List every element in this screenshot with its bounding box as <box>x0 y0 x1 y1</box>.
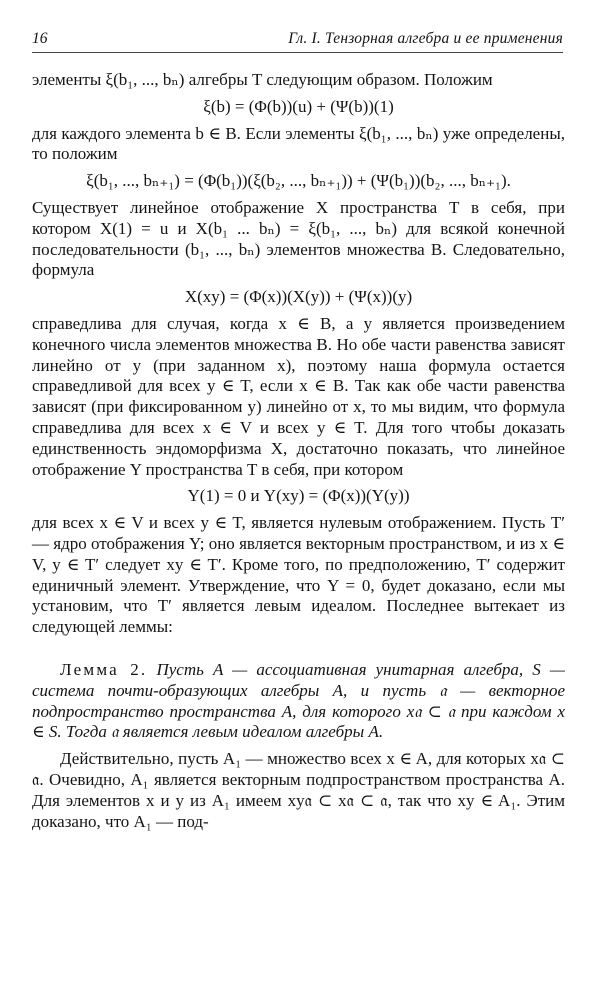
paragraph: элементы ξ(b₁, ..., bₙ) алгебры T следующим образом. Положим <box>32 70 493 89</box>
proof-paragraph: Действительно, пусть A₁ — множество всех x ∈ A, для которых x𝔞 ⊂ 𝔞. Очевидно, A₁ является векторным подпространством пространства A. Для элементов x и y из A₁ имеем xy𝔞 ⊂ x𝔞 ⊂ 𝔞, так что xy ∈ A₁. Этим доказано, что A₁ — под- <box>32 749 565 831</box>
formula: Y(1) = 0 и Y(xy) = (Φ(x))(Y(y)) <box>187 486 410 506</box>
formula: X(xy) = (Φ(x))(X(y)) + (Ψ(x))(y) <box>184 287 413 307</box>
page-header <box>32 30 563 53</box>
page-number: 16 <box>32 30 48 47</box>
lemma-statement <box>32 660 565 743</box>
lemma-heading: Лемма 2. <box>60 659 148 679</box>
paragraph: Существует линейное отображение X пространства T в себя, при котором X(1) = u и X(b₁ ... bₙ) = ξ(b₁, ..., bₙ) для всякой конечной последовательности (b₁, ..., bₙ) элементов множества B. Следовательно, формула <box>32 197 565 280</box>
formula: ξ(b₁, ..., bₙ₊₁) = (Φ(b₁))(ξ(b₂, ..., bₙ₊₁)) + (Ψ(b₁))(b₂, ..., bₙ₊₁). <box>86 171 511 191</box>
running-title: Гл. I. Тензорная алгебра и ее применения <box>288 30 563 47</box>
page-body <box>32 70 565 832</box>
formula: ξ(b) = (Φ(b))(u) + (Ψ(b))(1) <box>203 96 394 116</box>
lemma-text: Пусть A — ассоциативная унитарная алгебра, S — система почти-образующих алгебры A, и пусть 𝔞 — векторное подпространство пространства A, для которого x𝔞 ⊂ 𝔞 при каждом x ∈ S. Тогда 𝔞 является левым идеалом алгебры A. <box>32 659 565 742</box>
paragraph: для всех x ∈ V и всех y ∈ T, является нулевым отображением. Пусть T′ — ядро отображения Y; оно является векторным пространством, и из x ∈ V, y ∈ T′ следует xy ∈ T′. Кроме того, по предположению, T′ содержит единичный элемент. Утверждение, что Y = 0, будет доказано, если мы установим, что T′ является левым идеалом. Последнее вытекает из следующей леммы: <box>32 513 565 637</box>
paragraph: для каждого элемента b ∈ B. Если элементы ξ(b₁, ..., bₙ) уже определены, то положим <box>32 123 565 164</box>
paragraph: справедлива для случая, когда x ∈ B, а y является произведением конечного числа элементов множества B. Но обе части равенства зависят линейно от y (при заданном x), поэтому наша формула остается справедливой для всех y ∈ T, если x ∈ B. Так как обе части равенства зависят (при фиксированном y) линейно от x, то мы видим, что формула справедлива для всех x ∈ V и всех y ∈ T. Для того чтобы доказать единственность эндоморфизма X, достаточно показать, что линейное отображение Y пространства T в себя, при котором <box>32 313 565 479</box>
